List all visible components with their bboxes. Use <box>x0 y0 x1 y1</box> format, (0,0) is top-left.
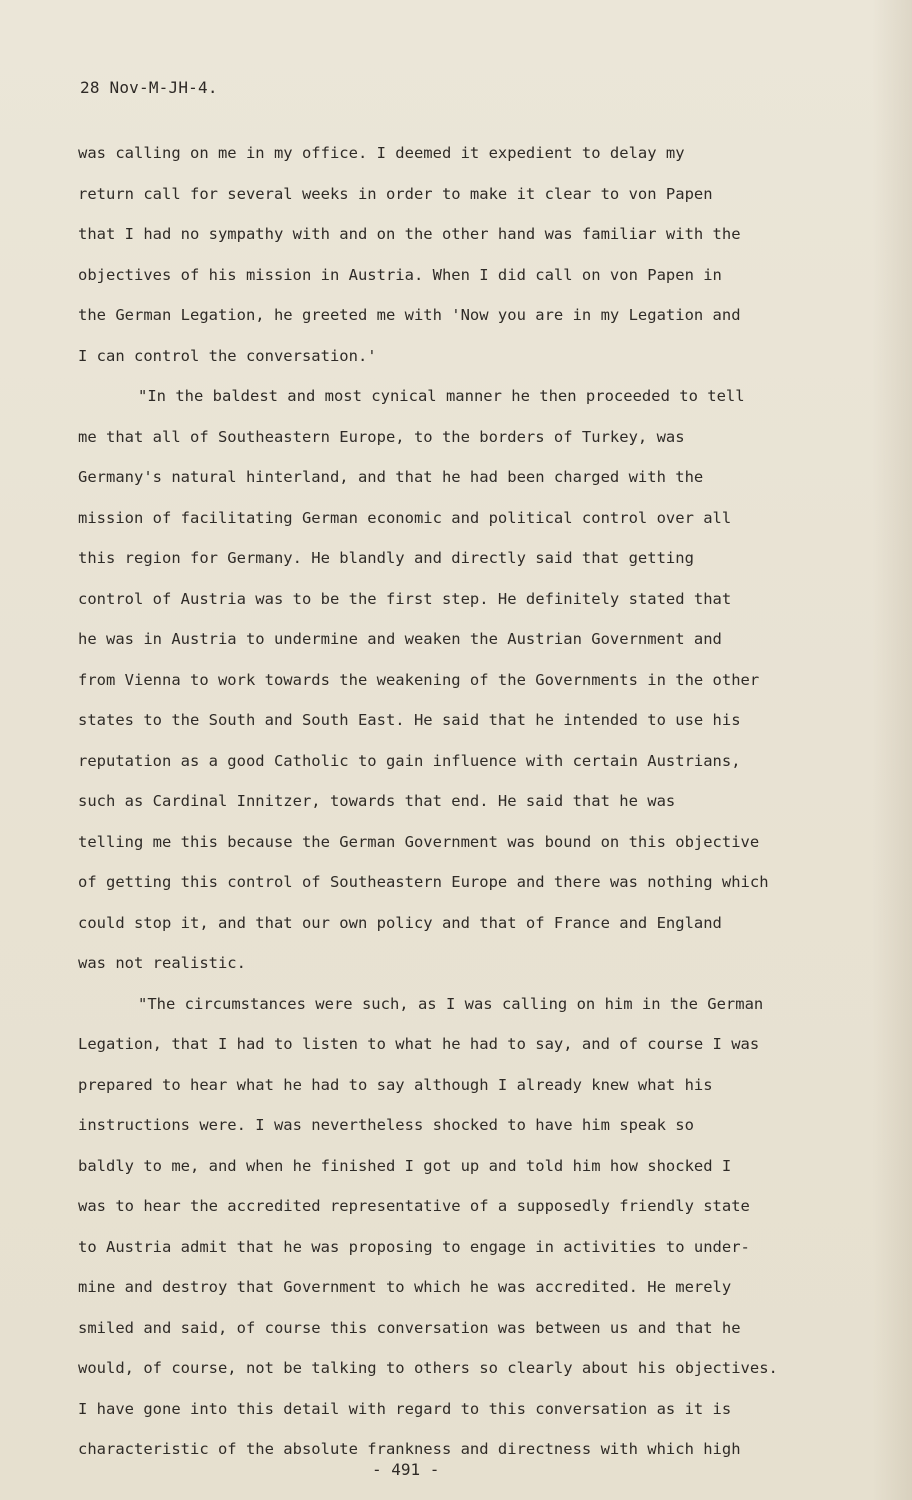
text-line: was not realistic. <box>78 954 246 972</box>
text-line: he was in Austria to undermine and weaken the Austrian Government and <box>78 630 722 648</box>
text-line: Legation, that I had to listen to what he had to say, and of course I was <box>78 1035 760 1053</box>
text-line: was calling on me in my office. I deemed it expedient to delay my <box>78 144 685 162</box>
text-line: Germany's natural hinterland, and that he had been charged with the <box>78 468 704 486</box>
text-line: was to hear the accredited representative of a supposedly friendly state <box>78 1197 750 1215</box>
paragraph-start-line: "In the baldest and most cynical manner he then proceeded to tell <box>138 387 745 405</box>
text-line: from Vienna to work towards the weakening of the Governments in the other <box>78 670 760 689</box>
paragraph-start-line: "The circumstances were such, as I was calling on him in the German <box>138 994 764 1013</box>
text-line: reputation as a good Catholic to gain influence with certain Austrians, <box>78 751 741 770</box>
text-line: telling me this because the German Government was bound on this objective <box>78 832 760 851</box>
text-line: me that all of Southeastern Europe, to the borders of Turkey, was <box>78 427 685 446</box>
text-line: mine and destroy that Government to which he was accredited. He merely <box>78 1278 732 1296</box>
text-line: control of Austria was to be the first step. He definitely stated that <box>78 589 732 608</box>
text-line: to Austria admit that he was proposing to engage in activities to under- <box>78 1237 750 1256</box>
text-line: objectives of his mission in Austria. When I did call on von Papen in <box>78 265 722 284</box>
text-line: such as Cardinal Innitzer, towards that end. He said that he was <box>78 792 676 810</box>
text-line: baldly to me, and when he finished I got up and told him how shocked I <box>78 1156 732 1175</box>
text-line: smiled and said, of course this conversation was between us and that he <box>78 1318 741 1337</box>
text-line: I have gone into this detail with regard to this conversation as it is <box>78 1399 732 1418</box>
text-line: this region for Germany. He blandly and directly said that getting <box>78 549 694 567</box>
page-number: - 491 - <box>372 1460 440 1479</box>
page-edge-shadow <box>872 0 912 1500</box>
text-line: could stop it, and that our own policy and that of France and England <box>78 913 722 932</box>
page-header: 28 Nov-M-JH-4. <box>80 78 218 97</box>
text-line: states to the South and South East. He said that he intended to use his <box>78 711 741 729</box>
text-line: instructions were. I was nevertheless shocked to have him speak so <box>78 1116 694 1134</box>
text-line: prepared to hear what he had to say although I already knew what his <box>78 1075 713 1094</box>
text-line: I can control the conversation.' <box>78 346 377 365</box>
text-line: would, of course, not be talking to others so clearly about his objectives. <box>78 1359 778 1377</box>
text-line: return call for several weeks in order to make it clear to von Papen <box>78 184 713 203</box>
text-line: of getting this control of Southeastern Europe and there was nothing which <box>78 873 769 891</box>
text-line: mission of facilitating German economic and political control over all <box>78 508 732 527</box>
body-text <box>78 133 808 1470</box>
text-line: characteristic of the absolute frankness and directness with which high <box>78 1440 741 1458</box>
text-line: that I had no sympathy with and on the other hand was familiar with the <box>78 225 741 243</box>
text-line: the German Legation, he greeted me with 'Now you are in my Legation and <box>78 306 741 324</box>
